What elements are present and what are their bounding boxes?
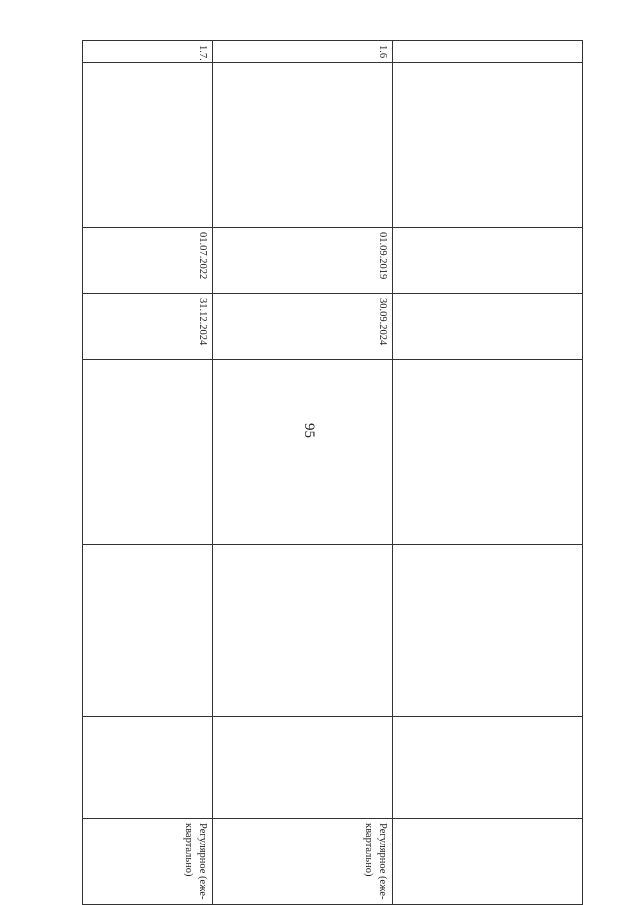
result-cell: [213, 545, 393, 717]
activities-table: [82, 40, 583, 905]
row-number-cell: 1.7.: [83, 41, 213, 63]
rotated-table-container: [83, 40, 583, 904]
end-date-cell: [393, 294, 583, 360]
description-cell: [213, 63, 393, 228]
row-number-cell: 1.6: [213, 41, 393, 63]
indicator-cell: [83, 717, 213, 819]
page-number: 95: [301, 423, 317, 438]
end-date-cell: 30.09.2024: [213, 294, 393, 360]
responsible-cell: [213, 360, 393, 545]
indicator-cell: [213, 717, 393, 819]
table-row: [393, 41, 583, 905]
indicator-cell: [393, 717, 583, 819]
description-cell: [83, 63, 213, 228]
frequency-cell: Регулярное (еже-квартально): [213, 819, 393, 905]
description-cell: [393, 63, 583, 228]
table-row: [83, 41, 213, 905]
start-date-cell: 01.09.2019: [213, 228, 393, 294]
row-number-cell: [393, 41, 583, 63]
result-cell: [83, 545, 213, 717]
start-date-cell: 01.07.2022: [83, 228, 213, 294]
responsible-cell: [393, 360, 583, 545]
frequency-cell: [393, 819, 583, 905]
table-row: [213, 41, 393, 905]
result-cell: [393, 545, 583, 717]
responsible-cell: [83, 360, 213, 545]
frequency-cell: Регулярное (еже-квартально): [83, 819, 213, 905]
end-date-cell: 31.12.2024: [83, 294, 213, 360]
start-date-cell: [393, 228, 583, 294]
